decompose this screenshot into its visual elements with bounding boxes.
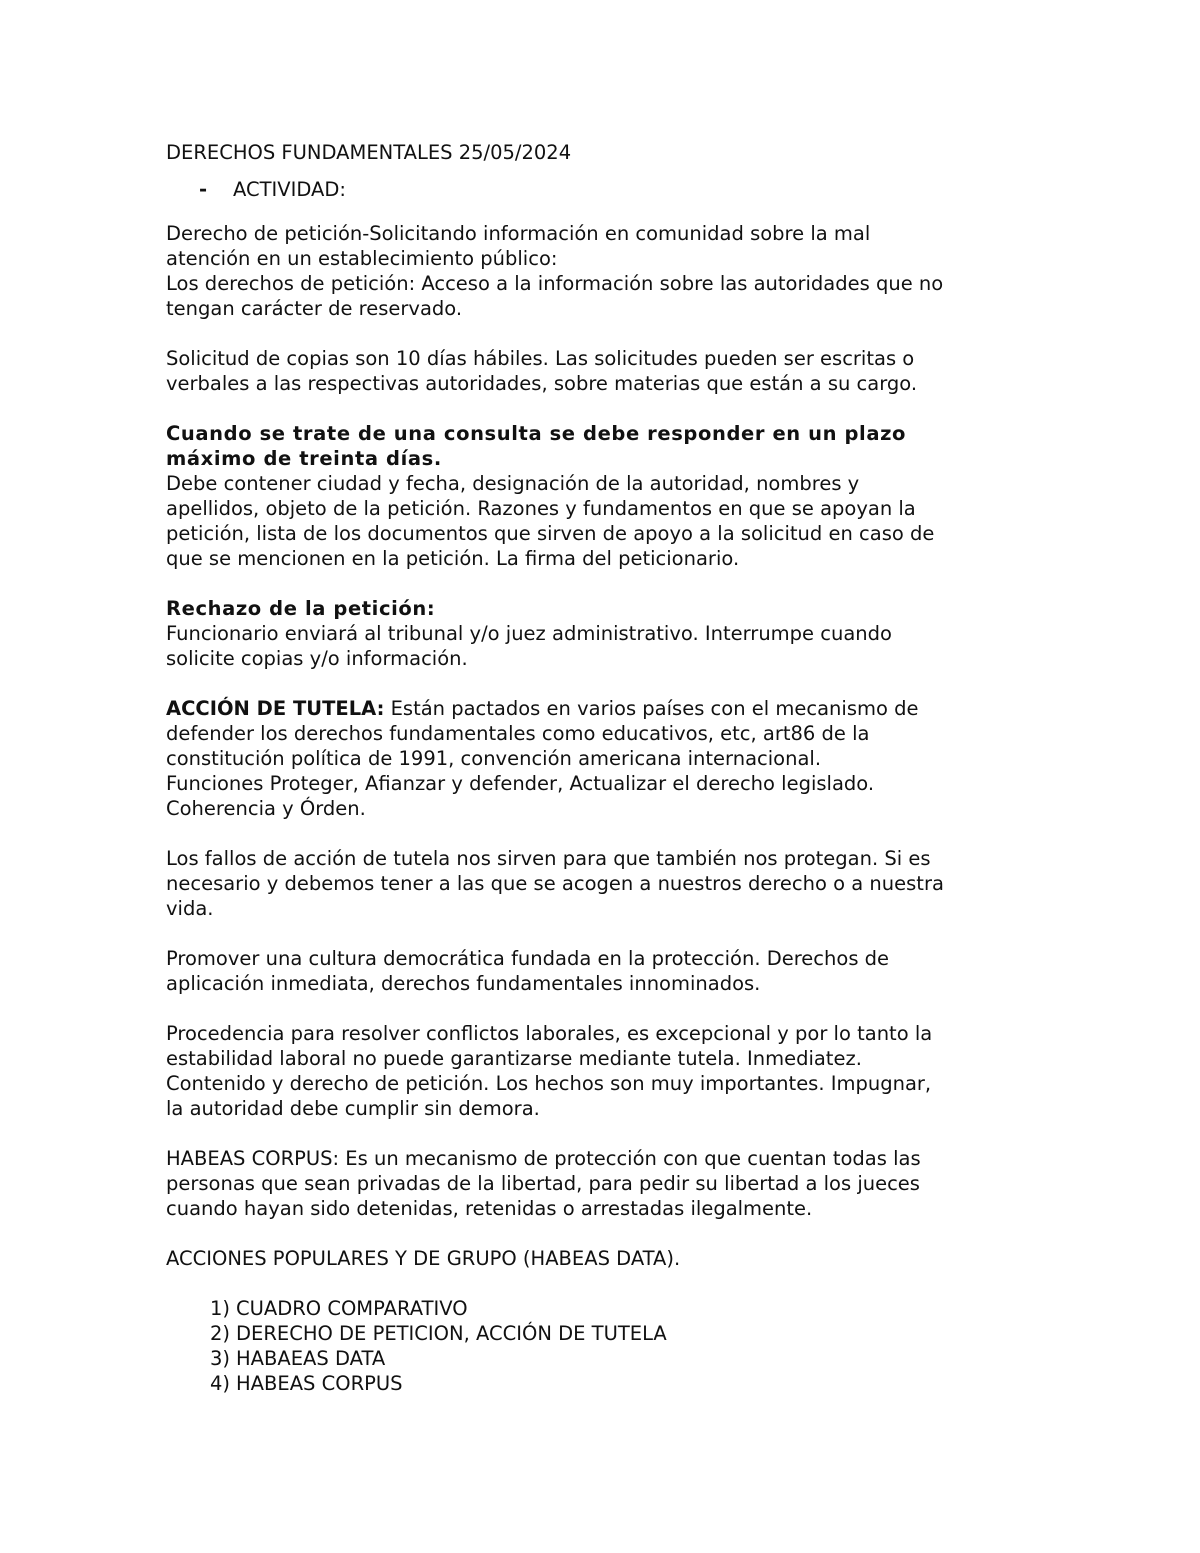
- text-line: Procedencia para resolver conflictos laborales, es excepcional y por lo tanto la: [166, 1022, 933, 1045]
- text-line: [166, 696, 1046, 721]
- bold-heading-line: Cuando se trate de una consulta se debe responder en un plazo: [166, 422, 907, 445]
- text-line: Contenido y derecho de petición. Los hechos son muy importantes. Impugnar,: [166, 1072, 932, 1095]
- inline-text: Están pactados en varios países con el mecanismo de: [384, 697, 919, 720]
- bold-heading-line: Rechazo de la petición:: [166, 597, 436, 620]
- bold-heading-line: máximo de treinta días.: [166, 447, 442, 470]
- text-line: que se mencionen en la petición. La firma del peticionario.: [166, 547, 740, 570]
- text-line: solicite copias y/o información.: [166, 647, 468, 670]
- text-line: tengan carácter de reservado.: [166, 297, 463, 320]
- text-line: aplicación inmediata, derechos fundamentales innominados.: [166, 972, 761, 995]
- text-line: Los derechos de petición: Acceso a la información sobre las autoridades que no: [166, 272, 944, 295]
- paragraph-consulta: [166, 421, 1046, 571]
- list-item: [166, 1346, 1046, 1371]
- text-line: petición, lista de los documentos que sirven de apoyo a la solicitud en caso de: [166, 522, 935, 545]
- paragraph-rechazo: [166, 596, 1046, 671]
- numbered-list: [166, 1296, 1046, 1396]
- list-item-text: HABEAS CORPUS: [236, 1372, 403, 1395]
- text-line: defender los derechos fundamentales como educativos, etc, art86 de la: [166, 722, 870, 745]
- text-line: atención en un establecimiento público:: [166, 247, 558, 270]
- text-line: ACCIONES POPULARES Y DE GRUPO (HABEAS DATA).: [166, 1247, 681, 1270]
- text-line: necesario y debemos tener a las que se acogen a nuestros derecho o a nuestra: [166, 872, 944, 895]
- list-number: 3): [209, 1347, 230, 1370]
- list-item: [166, 1296, 1046, 1321]
- text-line: Funcionario enviará al tribunal y/o juez administrativo. Interrumpe cuando: [166, 622, 892, 645]
- document-page: [166, 139, 1046, 1396]
- text-line: Derecho de petición-Solicitando información en comunidad sobre la mal: [166, 222, 871, 245]
- text-line: personas que sean privadas de la libertad, para pedir su libertad a los jueces: [166, 1172, 920, 1195]
- list-item-text: DERECHO DE PETICION, ACCIÓN DE TUTELA: [236, 1322, 667, 1345]
- inline-bold-label: ACCIÓN DE TUTELA:: [166, 697, 385, 720]
- list-number: 1): [209, 1297, 230, 1320]
- paragraph-solicitud-copias: [166, 346, 1046, 396]
- paragraph-habeas-corpus: [166, 1146, 1046, 1221]
- list-item-text: HABAEAS DATA: [236, 1347, 386, 1370]
- text-line: estabilidad laboral no puede garantizarse mediante tutela. Inmediatez.: [166, 1047, 862, 1070]
- text-line: apellidos, objeto de la petición. Razones y fundamentos en que se apoyan la: [166, 497, 916, 520]
- text-line: Solicitud de copias son 10 días hábiles. Las solicitudes pueden ser escritas o: [166, 347, 915, 370]
- list-number: 4): [209, 1372, 230, 1395]
- text-line: Promover una cultura democrática fundada en la protección. Derechos de: [166, 947, 890, 970]
- list-item-text: CUADRO COMPARATIVO: [236, 1297, 468, 1320]
- text-line: vida.: [166, 897, 214, 920]
- paragraph-accion-tutela: [166, 696, 1046, 821]
- list-item: [166, 1321, 1046, 1346]
- paragraph-derecho-peticion: [166, 221, 1046, 321]
- text-line: Funciones Proteger, Afianzar y defender, Actualizar el derecho legislado.: [166, 772, 875, 795]
- text-line: cuando hayan sido detenidas, retenidas o arrestadas ilegalmente.: [166, 1197, 813, 1220]
- document-title: DERECHOS FUNDAMENTALES 25/05/2024: [166, 141, 572, 164]
- activity-label: ACTIVIDAD:: [233, 178, 346, 201]
- text-line: la autoridad debe cumplir sin demora.: [166, 1097, 540, 1120]
- list-number: 2): [209, 1322, 230, 1345]
- paragraph-procedencia: [166, 1021, 1046, 1121]
- activity-heading: [166, 176, 1046, 204]
- text-line: Los fallos de acción de tutela nos sirven para que también nos protegan. Si es: [166, 847, 931, 870]
- text-line: constitución política de 1991, convención americana internacional.: [166, 747, 822, 770]
- text-line: HABEAS CORPUS: Es un mecanismo de protección con que cuentan todas las: [166, 1147, 921, 1170]
- text-line: Debe contener ciudad y fecha, designación de la autoridad, nombres y: [166, 472, 860, 495]
- dash-bullet: -: [199, 178, 208, 201]
- text-line: Coherencia y Órden.: [166, 797, 366, 820]
- text-line: verbales a las respectivas autoridades, sobre materias que están a su cargo.: [166, 372, 918, 395]
- paragraph-acciones-populares: [166, 1246, 1046, 1271]
- paragraph-promover: [166, 946, 1046, 996]
- list-item: [166, 1371, 1046, 1396]
- paragraph-fallos: [166, 846, 1046, 921]
